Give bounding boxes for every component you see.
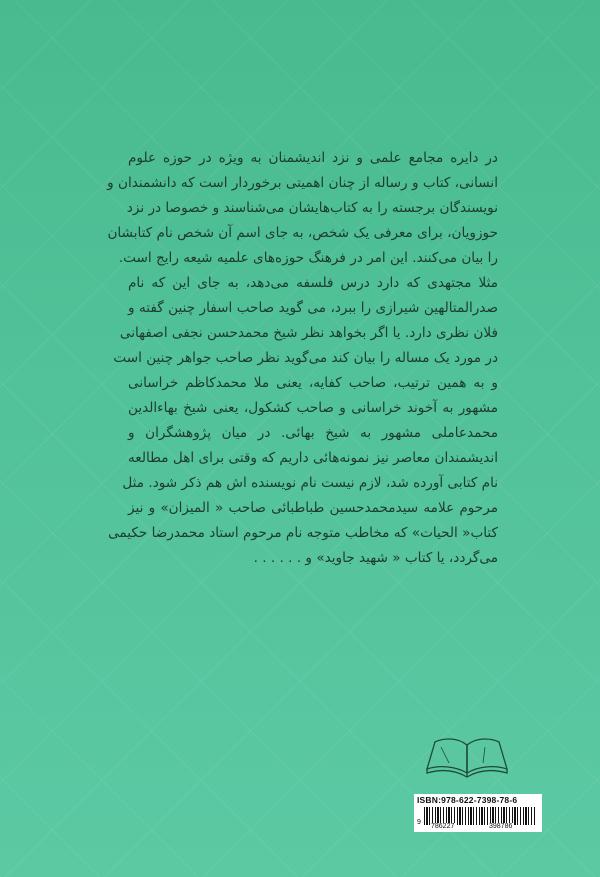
text-line: حوزویان، برای معرفی یک شخص، به جای اسم آن شخص نام کتابشان [107, 225, 498, 241]
text-line: در دایره مجامع علمی و نزد اندیشمنان به ویژه در حوزه علوم [128, 150, 498, 166]
text-line: فلان نظری دارد. یا اگر بخواهد نظر شیخ محمدحسن نجفی اصفهانی [119, 325, 498, 341]
text-line: انسانی، کتاب و رساله از چنان اهمیتی برخوردار است که دانشمندان و [107, 175, 498, 191]
text-line: مرحوم علامه سیدمحمدحسین طباطبائی صاحب « المیزان» و نیز [128, 500, 498, 516]
text-line: نویسندگان برجسته را به کتاب‌هایشان می‌شناسند و خصوصا در نزد [126, 200, 498, 216]
text-line: در مورد یک مساله را بیان کند می‌گوید نظر صاحب جواهر چنین است [113, 350, 498, 366]
text-line: را بیان می‌کنند. این امر در فرهنگ حوزه‌های علمیه شیعه رایج است. [118, 250, 498, 266]
isbn-barcode [414, 794, 542, 832]
text-line: اندیشمندان معاصر نیز نمونه‌هائی داریم که وقتی برای اهل مطالعه [128, 450, 498, 466]
barcode-left-digits: 786227 [431, 823, 455, 830]
barcode-first-digit: 9 [417, 819, 421, 826]
text-line: و به همین ترتیب، صاحب کفایه، یعنی ملا محمدکاظم خراسانی [128, 375, 498, 391]
text-line: محمدعاملی مشهور به شیخ بهائی. در میان پژوهشگران و [128, 425, 498, 441]
text-line: مثلا مجتهدی که دارد درس فلسفه می‌دهد، به جای این که نام [128, 275, 498, 291]
text-line: مشهور به آخوند خراسانی و صاحب کشکول، یعنی شیخ بهاءالدین [128, 400, 498, 416]
back-cover-text [107, 146, 498, 571]
text-line: کتاب« الحیات» که مخاطب متوجه نام مرحوم استاد محمدرضا حکیمی [108, 525, 498, 541]
isbn-label: ISBN:978-622-7398-78-6 [417, 795, 518, 805]
text-line: می‌گردد، یا کتاب « شهید جاوید» و . . . . . . [253, 550, 498, 566]
publisher-book-logo-icon [425, 733, 509, 779]
text-line: نام کتابی آورده شد، لازم نیست نام نویسنده اش هم ذکر شود. مثل [122, 475, 498, 491]
text-line: صدرالمتالهین شیرازی را ببرد، می گوید صاحب اسفار چنین گفته و [128, 300, 498, 316]
barcode-right-digits: 398786 [489, 823, 513, 830]
